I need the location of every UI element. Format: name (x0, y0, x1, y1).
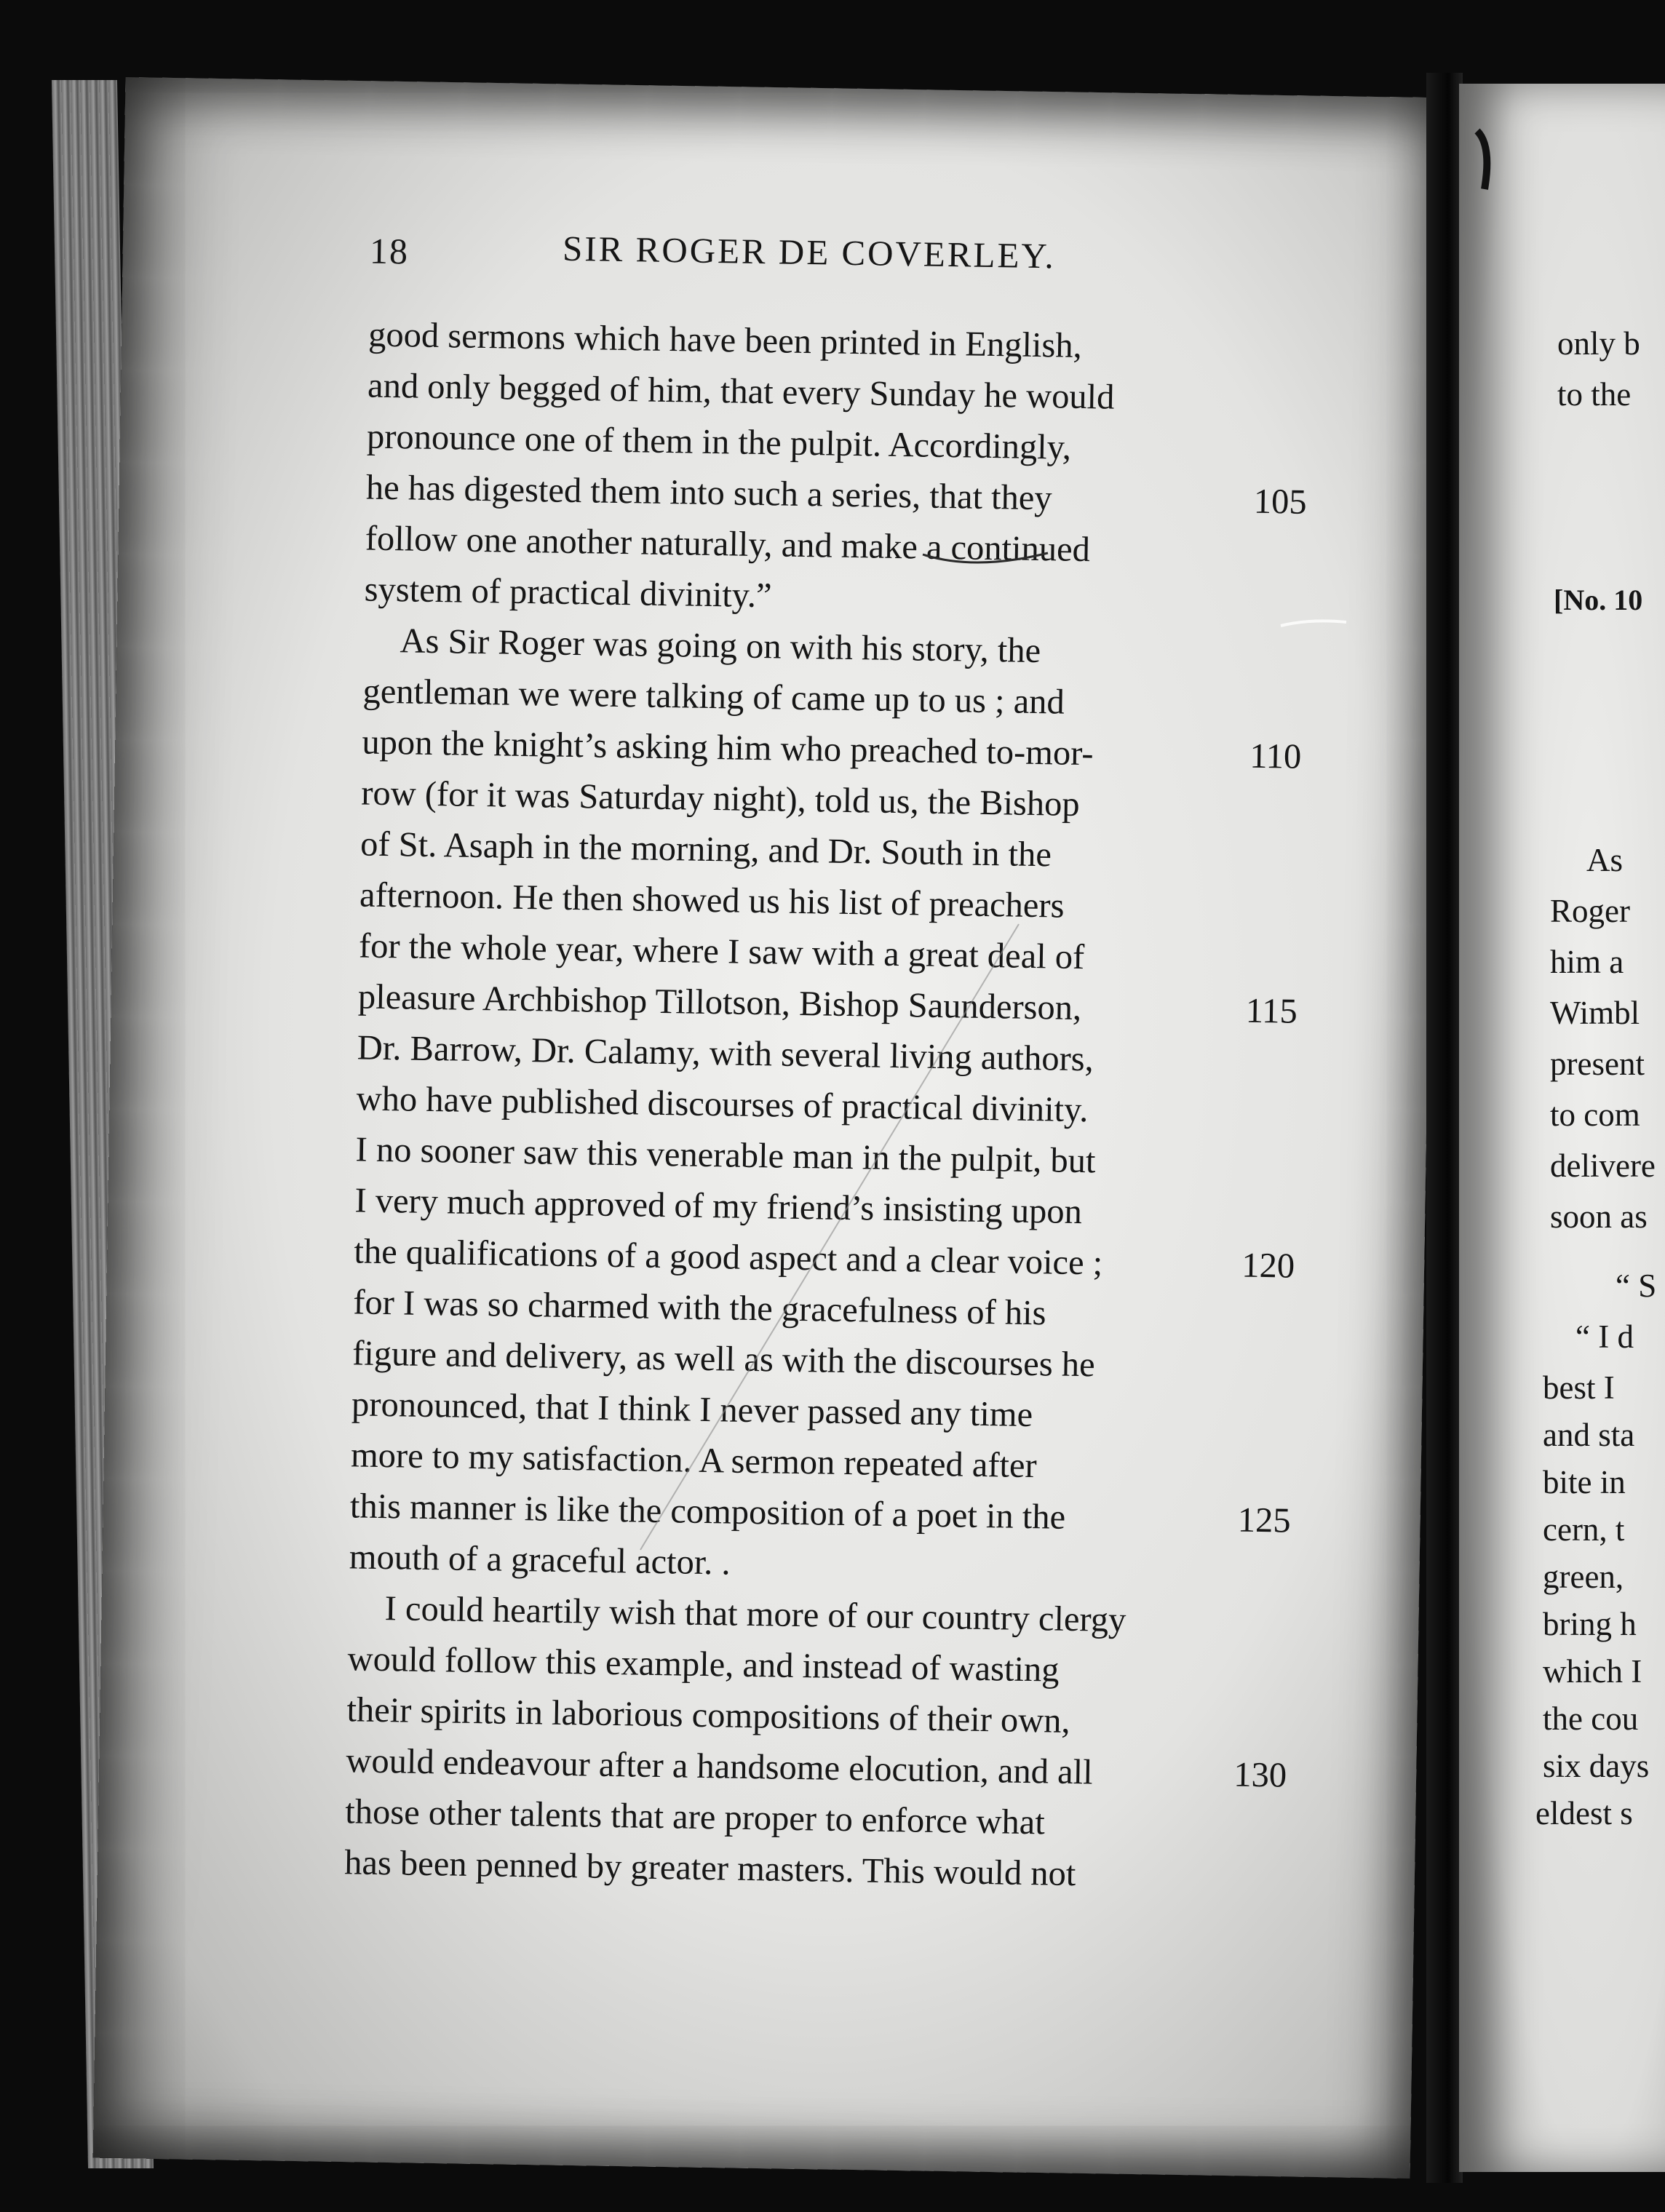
text-line: pronounced, that I think I never passed any time (351, 1385, 1033, 1435)
right-text-line: to the (1557, 376, 1632, 413)
text-line: their spirits in laborious compositions of their own, (346, 1690, 1071, 1740)
scratch-mark (1281, 621, 1346, 626)
text-line: for I was so charmed with the gracefulness of his (352, 1283, 1046, 1333)
text-line: pronounce one of them in the pulpit. Accordingly, (366, 417, 1072, 467)
line-number: 130 (1233, 1755, 1287, 1795)
right-text-line: six days (1543, 1748, 1650, 1784)
text-line: for the whole year, where I saw with a great deal of (358, 926, 1085, 977)
right-text-line: “ S (1616, 1268, 1657, 1304)
right-text-line: soon as (1550, 1198, 1648, 1235)
right-text-line: to com (1550, 1097, 1640, 1133)
text-line: the qualifications of a good aspect and a clear voice ; (354, 1232, 1103, 1283)
line-number: 120 (1241, 1246, 1295, 1286)
underline-mark (923, 553, 1048, 562)
right-text-line: which I (1543, 1653, 1642, 1690)
line-number: 115 (1245, 991, 1298, 1031)
right-text-line: delivere (1550, 1147, 1656, 1184)
text-line: would endeavour after a handsome elocution, and all (346, 1741, 1093, 1792)
text-line: and only begged of him, that every Sunday he would (367, 366, 1115, 417)
right-text-line: best I (1543, 1369, 1615, 1406)
text-line: As Sir Roger was going on with his story, the (400, 621, 1041, 671)
text-line: those other talents that are proper to enforce what (344, 1792, 1046, 1842)
right-text-line: [No. 10 (1554, 584, 1643, 616)
text-line: afternoon. He then showed us his list of preachers (359, 875, 1065, 926)
text-line: this manner is like the composition of a poet in the (349, 1487, 1066, 1537)
text-line: I no sooner saw this venerable man in the pulpit, but (355, 1130, 1096, 1181)
right-text-line: him a (1550, 944, 1624, 980)
text-line: I very much approved of my friend’s insisting upon (354, 1181, 1083, 1232)
right-text-line: “ I d (1575, 1318, 1634, 1355)
text-line: upon the knight’s asking him who preached to-mor- (362, 723, 1094, 773)
right-text-line: eldest s (1535, 1795, 1633, 1831)
text-line: he has digested them into such a series, that they (365, 468, 1053, 518)
line-number: 125 (1237, 1500, 1291, 1540)
text-line: I could heartily wish that more of our country clergy (384, 1589, 1126, 1640)
text-line: follow one another naturally, and make a continued (365, 519, 1091, 570)
text-line: of St. Asaph in the morning, and Dr. South in the (359, 824, 1052, 875)
text-line: pleasure Archbishop Tillotson, Bishop Saunderson, (357, 977, 1082, 1028)
text-line: who have published discourses of practical divinity. (356, 1079, 1089, 1130)
right-text-line: and sta (1543, 1417, 1635, 1453)
right-text-line: only b (1557, 325, 1640, 362)
right-text-line: cern, t (1543, 1511, 1625, 1548)
ink-blot (1477, 131, 1487, 189)
text-line: system of practical divinity.” (364, 570, 772, 616)
right-text-line: Roger (1550, 893, 1630, 929)
line-number: 105 (1253, 482, 1307, 522)
right-text-line: bring h (1543, 1606, 1637, 1642)
line-number: 110 (1249, 736, 1302, 776)
right-text-line: present (1550, 1046, 1645, 1082)
text-line: more to my satisfaction. A sermon repeated after (350, 1436, 1038, 1486)
text-line: mouth of a graceful actor. . (349, 1537, 731, 1583)
running-head: SIR ROGER DE COVERLEY. (562, 228, 1057, 276)
right-text-line: the cou (1543, 1700, 1639, 1737)
text-line: row (for it was Saturday night), told us, the Bishop (360, 773, 1081, 824)
text-line: figure and delivery, as well as with the discourses he (351, 1334, 1096, 1385)
right-text-line: As (1586, 842, 1624, 878)
text-line: has been penned by greater masters. This would not (343, 1843, 1076, 1894)
page-number: 18 (369, 230, 410, 272)
right-text-line: Wimbl (1550, 995, 1640, 1031)
text-line: would follow this example, and instead of wasting (347, 1639, 1060, 1690)
text-line: Dr. Barrow, Dr. Calamy, with several living authors, (357, 1028, 1094, 1079)
text-line: good sermons which have been printed in English, (367, 315, 1083, 365)
right-text-line: green, (1543, 1559, 1624, 1595)
pencil-stroke (640, 924, 1019, 1550)
text-line: gentleman we were talking of came up to us ; and (362, 672, 1065, 722)
right-text-line: bite in (1543, 1464, 1626, 1500)
